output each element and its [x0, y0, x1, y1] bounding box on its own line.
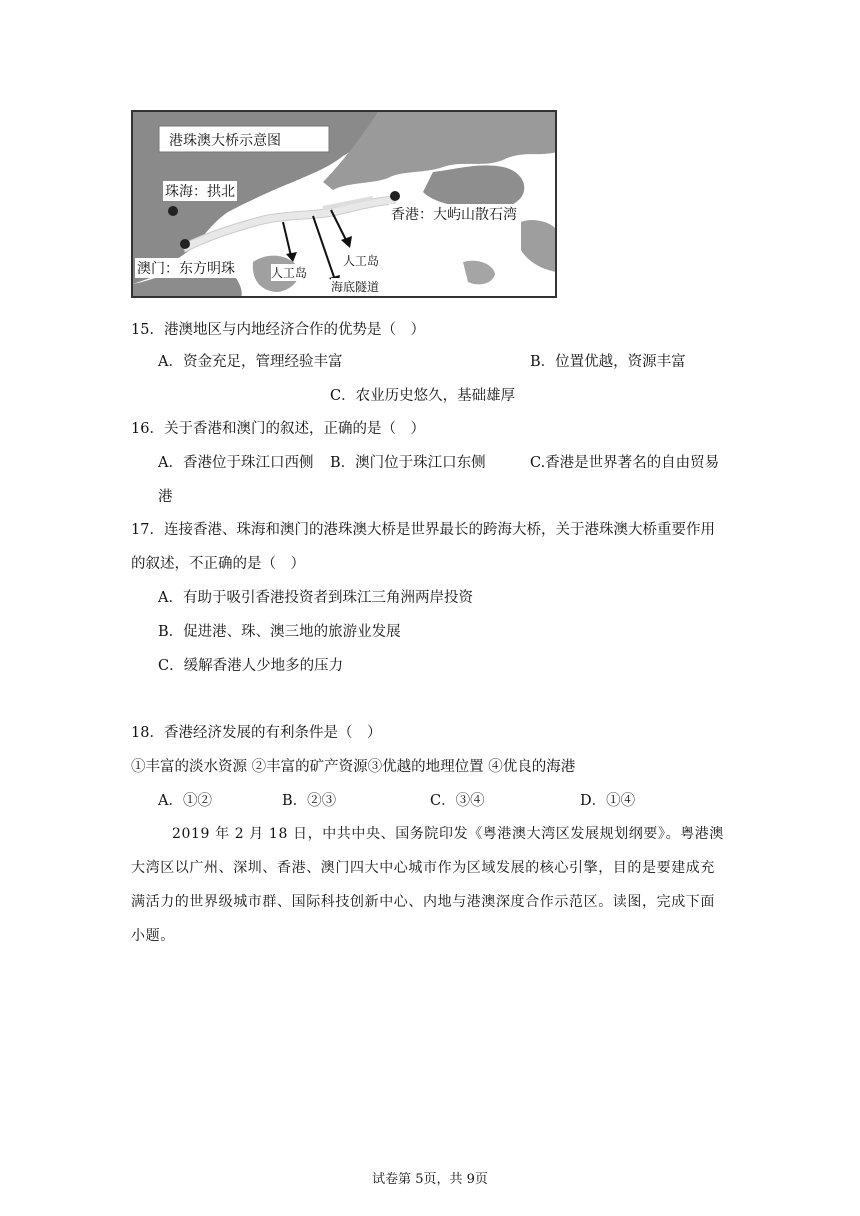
q15-option-c: C．农业历史悠久，基础雄厚	[330, 388, 516, 404]
q16-option-b: B．澳门位于珠江口东侧	[330, 455, 486, 471]
q16-option-c: C.香港是世界著名的自由贸易	[530, 455, 720, 471]
q16-option-c-continued: 港	[158, 489, 173, 505]
page-footer: 试卷第 5页，共 9页	[372, 1172, 488, 1187]
label-artificial-island-left: 人工岛	[271, 266, 308, 280]
map-title: 港珠澳大桥示意图	[169, 133, 281, 149]
label-artificial-island-right: 人工岛	[343, 254, 380, 268]
q17-stem-line1: 17．连接香港、珠海和澳门的港珠澳大桥是世界最长的跨海大桥，关于港珠澳大桥重要作用	[131, 522, 715, 538]
label-zhuhai: 珠海：拱北	[163, 181, 237, 201]
q16-stem: 16．关于香港和澳门的叙述，正确的是（ ）	[131, 421, 425, 437]
bridge-map	[131, 110, 557, 298]
passage-line-3: 满活力的世界级城市群、国际科技创新中心、内地与港澳深度合作示范区。读图，完成下面	[131, 894, 715, 910]
q17-option-b: B．促进港、珠、澳三地的旅游业发展	[158, 624, 401, 640]
q15-stem: 15．港澳地区与内地经济合作的优势是（ ）	[131, 322, 425, 338]
passage-line-2: 大湾区以广州、深圳、香港、澳门四大中心城市作为区域发展的核心引擎，目的是要建成充	[131, 860, 715, 876]
q17-stem-line2: 的叙述，不正确的是（ ）	[131, 556, 305, 572]
q18-option-a: A．①②	[158, 793, 212, 809]
label-macau: 澳门：东方明珠	[135, 258, 237, 278]
label-undersea-tunnel: 海底隧道	[331, 280, 380, 294]
q16-option-a: A．香港位于珠江口西侧	[158, 455, 314, 471]
passage-line-4: 小题。	[131, 928, 175, 944]
q17-option-a: A．有助于吸引香港投资者到珠江三角洲两岸投资	[158, 590, 473, 606]
q18-option-b: B．②③	[282, 793, 337, 809]
q15-option-b: B．位置优越，资源丰富	[530, 354, 686, 370]
q18-option-d: D．①④	[580, 793, 636, 809]
q18-stem: 18．香港经济发展的有利条件是（ ）	[131, 725, 382, 741]
q18-items: ①丰富的淡水资源 ②丰富的矿产资源③优越的地理位置 ④优良的海港	[131, 759, 576, 775]
q17-option-c: C．缓解香港人少地多的压力	[158, 658, 344, 674]
passage-line-1: 2019 年 2 月 18 日，中共中央、国务院印发《粤港澳大湾区发展规划纲要》。粤港澳	[172, 826, 724, 842]
q15-option-a: A．资金充足，管理经验丰富	[158, 354, 343, 370]
label-hongkong: 香港：大屿山散石湾	[389, 204, 519, 224]
q18-option-c: C．③④	[430, 793, 485, 809]
